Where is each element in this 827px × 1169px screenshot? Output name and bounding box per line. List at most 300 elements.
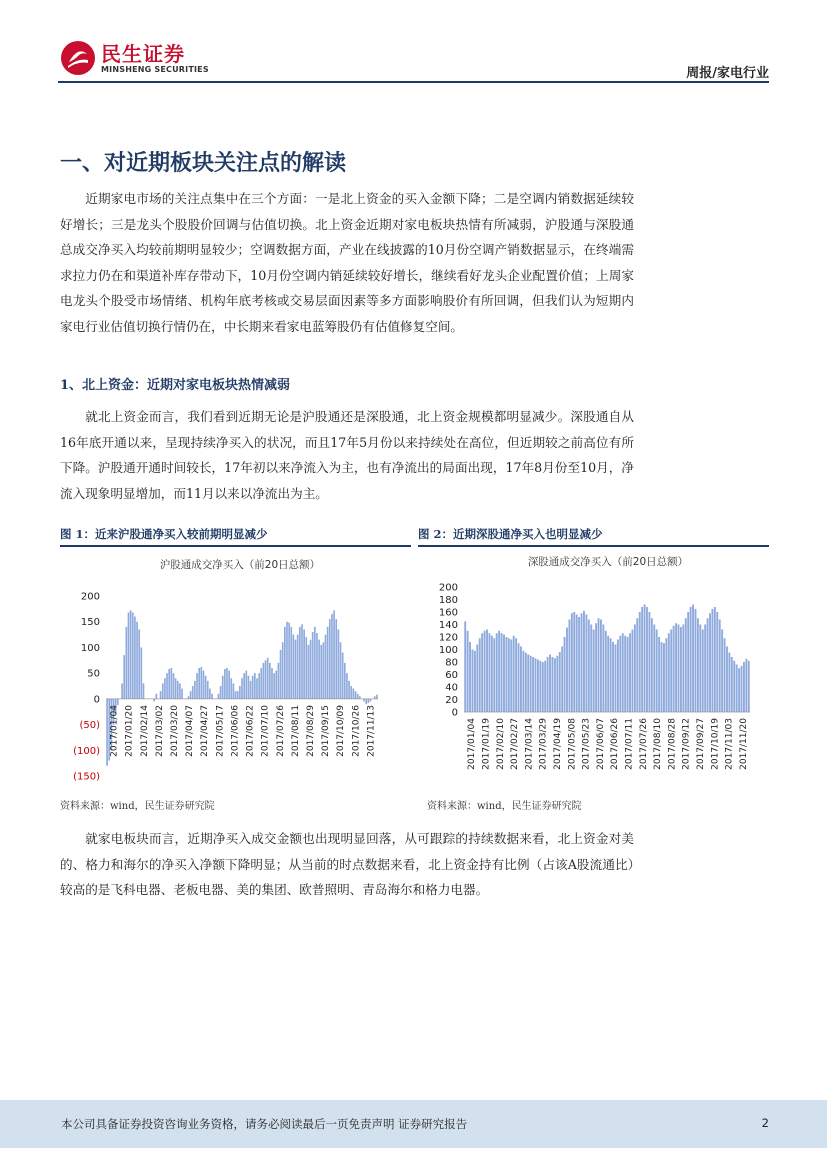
bar [702, 630, 704, 713]
bar [331, 614, 333, 699]
bar [228, 671, 230, 699]
bar [556, 656, 558, 712]
bar [738, 668, 740, 712]
bar [726, 646, 728, 712]
x-tick-label: 2017/06/22 [245, 705, 256, 757]
bar [177, 681, 179, 699]
bar [682, 625, 684, 713]
bar [530, 656, 532, 712]
bar [711, 609, 713, 712]
bar [275, 671, 277, 699]
bar [525, 653, 527, 712]
y-tick-label: 140 [438, 620, 458, 631]
bar [278, 663, 280, 699]
bar [207, 681, 209, 699]
bar [196, 673, 198, 699]
bar [537, 660, 539, 713]
subsection-title: 1、北上资金：近期对家电板块热情减弱 [60, 378, 291, 393]
x-tick-label: 2017/02/14 [139, 705, 150, 757]
bar [496, 633, 498, 712]
bar [134, 617, 136, 699]
bar [316, 633, 318, 699]
bar [695, 609, 697, 712]
y-tick-label: 0 [451, 707, 458, 719]
bar [226, 668, 228, 699]
bar [308, 645, 310, 699]
bar [314, 627, 316, 699]
bar [518, 643, 520, 712]
y-tick-label: 40 [445, 682, 458, 694]
bar [581, 613, 583, 712]
bar [132, 612, 134, 698]
bar [513, 636, 515, 712]
figure-1 [60, 523, 411, 793]
bar [675, 623, 677, 712]
bar [190, 691, 192, 699]
bar [663, 643, 665, 712]
bar [486, 630, 488, 713]
bar [733, 661, 735, 712]
bar [731, 657, 733, 712]
bar [498, 631, 500, 712]
x-tick-label: 2017/11/03 [724, 718, 735, 770]
bar [198, 668, 200, 699]
bar [160, 691, 162, 699]
bar [350, 686, 352, 699]
bar [138, 629, 140, 698]
bar [549, 655, 551, 713]
x-tick-label: 2017/07/26 [275, 705, 286, 757]
bar [209, 689, 211, 699]
bar [220, 686, 222, 699]
bar [632, 630, 634, 713]
bar [566, 628, 568, 712]
bar [678, 625, 680, 713]
bar [493, 638, 495, 712]
bar [297, 635, 299, 699]
bar [687, 612, 689, 712]
bar [544, 661, 546, 712]
bar [690, 607, 692, 712]
bar [590, 625, 592, 713]
bar [342, 653, 344, 699]
bar [564, 637, 566, 712]
y-tick-label: (50) [79, 720, 100, 732]
bar [522, 651, 524, 712]
bar [600, 620, 602, 713]
y-tick-label: 100 [438, 645, 458, 656]
bar [602, 625, 604, 713]
figure-2 [418, 523, 769, 793]
x-tick-label: 2017/01/19 [481, 718, 492, 770]
bar [230, 678, 232, 699]
bar [333, 610, 335, 698]
y-tick-label: 100 [80, 642, 100, 654]
bar [166, 673, 168, 699]
bar [327, 627, 329, 699]
bar [357, 694, 359, 699]
bar [141, 647, 143, 698]
x-tick-label: 2017/06/26 [610, 718, 621, 770]
minsheng-logo [60, 36, 220, 80]
x-tick-label: 2017/06/07 [595, 718, 606, 770]
bar [280, 650, 282, 699]
bar [335, 619, 337, 699]
bar [263, 663, 265, 699]
section-title: 一、对近期板块关注点的解读 [60, 150, 347, 176]
bar [338, 629, 340, 698]
bar [699, 625, 701, 713]
bar [267, 658, 269, 699]
y-tick-label: 120 [438, 632, 458, 644]
x-tick-label: 2017/05/17 [215, 705, 226, 757]
bar [156, 694, 158, 699]
bar [164, 678, 166, 699]
bar [218, 694, 220, 699]
bar [573, 612, 575, 712]
bar [474, 651, 476, 712]
bar [644, 605, 646, 713]
x-tick-label: 2017/01/04 [467, 718, 478, 770]
bar [484, 631, 486, 712]
bar [269, 663, 271, 699]
bar [173, 673, 175, 699]
north-capital-paragraph: 就北上资金而言，我们看到近期无论是沪股通还是深股通，北上资金规模都明显减少。深股通自从16年底开通以来，呈现持续净买入的状况，而且17年5月份以来持续处在高位，但近期较之前高位有所下降。沪股通开通时间较长，17年初以来净流入为主，也有净流出的局面出现，17年8月份至10月，净流入现象明显增加，而11月以来以净流出为主。 [60, 409, 634, 501]
bar [489, 633, 491, 712]
figure-1-source: 资料来源：wind，民生证券研究院 [60, 801, 215, 812]
y-tick-label: 160 [438, 607, 458, 619]
bar [559, 652, 561, 712]
bar [325, 635, 327, 699]
bar [607, 636, 609, 712]
x-tick-label: 2017/05/23 [581, 718, 592, 770]
logo-text-en: MINSHENG SECURITIES [101, 65, 209, 74]
bar [624, 636, 626, 712]
x-tick-label: 2017/04/19 [553, 718, 563, 770]
x-tick-label: 2017/04/07 [185, 705, 196, 757]
bar [636, 618, 638, 712]
bar [258, 673, 260, 699]
bar [639, 612, 641, 712]
bar [467, 631, 469, 712]
x-tick-label: 2017/11/20 [738, 718, 749, 770]
bar [252, 676, 254, 699]
bar [547, 657, 549, 712]
bar [719, 620, 721, 713]
bar [170, 668, 172, 699]
bar [583, 611, 585, 712]
bar [243, 673, 245, 699]
figure-2-title: 图 2：近期深股通净买入也明显减少 [418, 527, 603, 541]
bar [211, 694, 213, 699]
bar [192, 686, 194, 699]
bar [741, 666, 743, 712]
bar [479, 638, 481, 712]
chart-title: 沪股通成交净买入（前20日总额） [159, 559, 321, 571]
bar [634, 625, 636, 713]
bar [612, 642, 614, 712]
bar [520, 646, 522, 712]
bar [224, 669, 226, 699]
x-tick-label: 2017/10/09 [336, 705, 347, 757]
x-tick-label: 2017/03/02 [154, 705, 165, 757]
bar [653, 625, 655, 713]
document-type: 周报/家电行业 [686, 66, 769, 81]
figure-2-source: 资料来源：wind，民生证券研究院 [427, 801, 582, 812]
bar [128, 612, 130, 698]
bar [123, 655, 125, 699]
x-tick-label: 2017/11/13 [366, 705, 377, 757]
x-tick-label: 2017/08/10 [653, 718, 664, 770]
bar [476, 645, 478, 713]
y-tick-label: 60 [445, 670, 458, 681]
figure-1-title: 图 1：近来沪股通净买入较前期明显减少 [60, 527, 268, 541]
header-divider [58, 81, 769, 83]
bar [508, 638, 510, 712]
bar [365, 699, 367, 704]
bar [646, 607, 648, 712]
x-tick-label: 2017/02/10 [495, 718, 506, 770]
x-tick-label: 2017/03/14 [524, 718, 535, 770]
bar [168, 669, 170, 699]
bar [707, 618, 709, 712]
page-number: 2 [761, 1116, 769, 1130]
bar [578, 617, 580, 712]
bar [748, 661, 750, 712]
bar [542, 662, 544, 712]
bar [248, 676, 250, 699]
x-tick-label: 2017/08/29 [306, 705, 316, 757]
bar [329, 619, 331, 699]
bar [648, 612, 650, 712]
bar [658, 637, 660, 712]
footer-disclaimer: 本公司具备证券投资咨询业务资格，请务必阅读最后一页免责声明 证券研究报告 [61, 1117, 468, 1131]
x-tick-label: 2017/06/06 [230, 705, 241, 757]
bar [265, 660, 267, 699]
bar [539, 661, 541, 712]
bar [552, 657, 554, 712]
bar [179, 683, 181, 698]
bar [610, 638, 612, 712]
bar [505, 637, 507, 712]
bar [724, 638, 726, 712]
y-tick-label: 80 [445, 657, 458, 669]
bar [239, 686, 241, 699]
bar [721, 630, 723, 713]
bar [736, 665, 738, 713]
bar [673, 626, 675, 712]
x-tick-label: 2017/07/10 [260, 705, 271, 757]
bar [130, 610, 132, 698]
bar [245, 671, 247, 699]
bar [585, 615, 587, 713]
bar [692, 605, 694, 713]
bar [481, 633, 483, 712]
bar [588, 620, 590, 713]
bar [318, 640, 320, 699]
x-tick-label: 2017/08/11 [290, 705, 301, 757]
bar [312, 632, 314, 699]
bar [527, 655, 529, 713]
bar [295, 640, 297, 699]
bar [532, 657, 534, 712]
appliance-sector-paragraph: 就家电板块而言，近期净买入成交金额也出现明显回落，从可跟踪的持续数据来看，北上资金对美的、格力和海尔的净买入净额下降明显；从当前的时点数据来看，北上资金持有比例（占该A股流通比）较高的是飞科电器、老板电器、美的集团、欧普照明、青岛海尔和格力电器。 [60, 831, 634, 897]
bar [340, 642, 342, 699]
x-tick-label: 2017/10/19 [710, 718, 721, 770]
shanghai-connect-chart [60, 553, 411, 793]
bar [661, 642, 663, 712]
bar [233, 683, 235, 698]
bar [250, 681, 252, 699]
bar [200, 667, 202, 699]
bar [469, 642, 471, 712]
bar [284, 627, 286, 699]
y-tick-label: 200 [438, 582, 458, 594]
bar [685, 618, 687, 712]
bar [288, 623, 290, 699]
bar [222, 676, 224, 699]
bar [554, 658, 556, 712]
bar [376, 695, 378, 699]
x-tick-label: 2017/07/26 [638, 718, 649, 770]
bar [704, 625, 706, 713]
bar [293, 635, 295, 699]
page-footer [0, 1100, 827, 1148]
bar [301, 624, 303, 699]
bar [346, 673, 348, 699]
bar [561, 646, 563, 712]
y-tick-label: (150) [73, 771, 100, 783]
bar [668, 633, 670, 712]
x-tick-label: 2017/07/11 [624, 718, 635, 770]
bar [745, 659, 747, 712]
bar [472, 650, 474, 713]
bar [299, 627, 301, 699]
bar [535, 658, 537, 712]
bar [728, 653, 730, 712]
bar [235, 691, 237, 699]
bar [305, 637, 307, 699]
bar [181, 689, 183, 699]
bar [303, 629, 305, 698]
bar [271, 668, 273, 699]
bar [320, 645, 322, 699]
bar [143, 683, 145, 698]
bar [571, 613, 573, 712]
bar [203, 671, 205, 699]
bar [323, 642, 325, 699]
bar [627, 637, 629, 712]
y-tick-label: 180 [438, 595, 458, 606]
bar [310, 640, 312, 699]
page-header [0, 0, 827, 90]
y-tick-label: 0 [93, 694, 100, 706]
bar [615, 645, 617, 713]
x-tick-label: 2017/05/08 [567, 718, 578, 770]
x-tick-label: 2017/09/12 [681, 718, 692, 770]
figure-2-rule [418, 545, 769, 547]
figure-1-rule [60, 545, 411, 547]
bar [598, 618, 600, 712]
bar [126, 627, 128, 699]
bar [464, 621, 466, 712]
y-tick-label: 20 [445, 695, 458, 706]
bar [254, 673, 256, 699]
bar [241, 678, 243, 699]
bar [605, 631, 607, 712]
bar [503, 635, 505, 713]
bar [256, 678, 258, 699]
bar [368, 699, 370, 703]
x-tick-label: 2017/02/27 [510, 718, 521, 770]
bar [656, 630, 658, 713]
x-tick-label: 2017/01/20 [124, 705, 135, 757]
x-tick-label: 2017/03/29 [538, 718, 549, 770]
bar [709, 613, 711, 712]
chart-title: 深股通成交净买入（前20日总额） [527, 556, 689, 568]
x-tick-label: 2017/10/26 [351, 705, 362, 757]
bar [205, 676, 207, 699]
bar [344, 663, 346, 699]
bar [622, 633, 624, 712]
bar [353, 689, 355, 699]
bar [515, 638, 517, 712]
bar [680, 627, 682, 712]
bar [651, 618, 653, 712]
bar [194, 681, 196, 699]
y-tick-label: 200 [80, 591, 100, 603]
bar [568, 620, 570, 713]
bar [743, 662, 745, 712]
x-tick-label: 2017/04/27 [200, 705, 211, 757]
intro-paragraph: 近期家电市场的关注点集中在三个方面：一是北上资金的买入金额下降；二是空调内销数据延续较好增长；三是龙头个股股价回调与估值切换。北上资金近期对家电板块热情有所减弱，沪股通与深股通总成交净买入均较前期明显较少；空调数据方面，产业在线披露的10月份空调产销数据显示，在终端需求拉力仍在和渠道补库存带动下，10月份空调内销延续较好增长，继续看好龙头企业配置价值；上周家电龙头个股受市场情绪、机构年底考核或交易层面因素等多方面影响股价有所回调，但我们认为短期内家电行业估值切换行情仍在，中长期来看家电蓝筹股仍有估值修复空间。 [60, 191, 634, 334]
x-tick-label: 2017/03/20 [170, 705, 180, 757]
bar [619, 636, 621, 712]
bar [641, 607, 643, 712]
bar [106, 699, 108, 766]
bar [593, 630, 595, 713]
bar [714, 607, 716, 712]
bar [282, 642, 284, 699]
bar [237, 691, 239, 699]
x-tick-label: 2017/08/28 [667, 718, 678, 770]
bar [355, 691, 357, 699]
bar [348, 681, 350, 699]
bar [617, 640, 619, 713]
bar [136, 622, 138, 699]
bar [290, 627, 292, 699]
bar [273, 673, 275, 699]
y-tick-label: 50 [87, 668, 100, 680]
shenzhen-connect-chart [418, 553, 769, 793]
bar [121, 683, 123, 698]
bar [670, 630, 672, 713]
x-tick-label: 2017/09/27 [695, 718, 706, 770]
bar [697, 618, 699, 712]
bar [665, 638, 667, 712]
x-tick-label: 2017/09/15 [321, 705, 332, 757]
bar [491, 636, 493, 712]
bar [501, 633, 503, 712]
bar [595, 623, 597, 712]
minsheng-logo-icon [60, 40, 96, 76]
bar [510, 640, 512, 713]
bar [629, 633, 631, 712]
y-tick-label: 150 [80, 617, 100, 629]
bar [286, 622, 288, 699]
bar [162, 683, 164, 698]
bar [260, 668, 262, 699]
